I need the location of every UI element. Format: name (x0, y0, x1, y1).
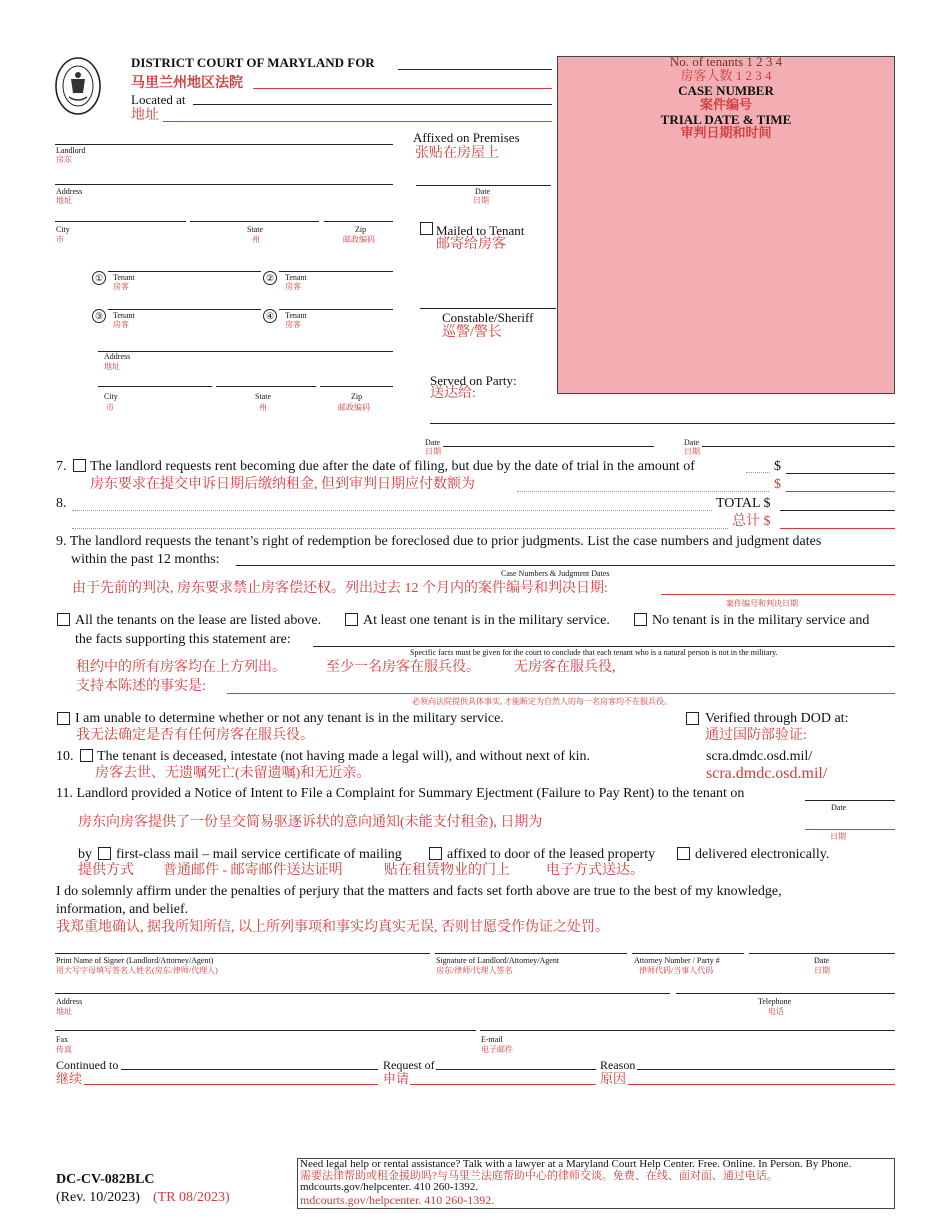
item-8-number: 8. (56, 496, 67, 511)
constable-line[interactable] (420, 308, 556, 309)
tenant-2-label: Tenant (285, 273, 307, 282)
unable-determine-label: I am unable to determine whether or not any tenant is in the military service. (75, 711, 504, 726)
continued-to-line-zh[interactable] (84, 1084, 378, 1085)
signature-label-zh: 房东/律师/代理人签名 (436, 966, 513, 975)
signature-label: Signature of Landlord/Attorney/Agent (436, 956, 560, 965)
print-name-label-zh: 用大写字母填写签名人姓名(房东/律师/代理人) (56, 966, 218, 975)
mailed-checkbox[interactable] (420, 222, 433, 235)
tenant-military-checkbox[interactable] (345, 613, 358, 626)
item-9-caption-zh: 案件编号和判决日期 (726, 599, 798, 608)
dod-verified-label: Verified through DOD at: (705, 711, 849, 726)
reason-label: Reason (600, 1058, 636, 1072)
telephone-label: Telephone (758, 997, 792, 1006)
item-7-amount-line-zh[interactable] (786, 491, 895, 492)
affixed-door-label: affixed to door of the leased property (447, 847, 656, 862)
located-at-label-zh: 地址 (131, 108, 159, 123)
electronic-label-zh: 电子方式送达。 (546, 863, 644, 878)
state-line[interactable] (190, 221, 319, 222)
military-facts-caption: Specific facts must be given for the court to conclude that each tenant who is a natural person is not in the military. (410, 648, 778, 657)
item-10-text: The tenant is deceased, intestate (not having made a legal will), and without next of kin. (97, 749, 590, 764)
email-label: E-mail (481, 1035, 503, 1044)
signer-address-line[interactable] (55, 993, 670, 994)
item-11-text-zh: 房东向房客提供了一份呈交简易驱逐诉状的意向通知(未能支付租金), 日期为 (78, 815, 543, 830)
tenant-count-label-zh: 房客人数 1 2 3 4 (680, 68, 772, 83)
tenant-address-label: Address (104, 352, 131, 361)
tenant-zip-line[interactable] (320, 386, 393, 387)
constable-label: Constable/Sheriff (442, 310, 534, 325)
tenant-state-label-zh: 州 (259, 403, 267, 412)
tenant-4-label-zh: 房客 (285, 320, 301, 329)
case-number-label-zh: 案件编号 (699, 97, 752, 112)
address-line[interactable] (55, 184, 393, 185)
item-9-caption: Case Numbers & Judgment Dates (501, 569, 610, 578)
landlord-line[interactable] (55, 144, 393, 145)
item-10-checkbox[interactable] (80, 749, 93, 762)
tenant-4-number: ④ (263, 309, 277, 323)
military-facts-label-zh: 支持本陈述的事实是: (76, 679, 206, 694)
telephone-line[interactable] (676, 993, 895, 994)
total-amount-line-zh[interactable] (780, 528, 895, 529)
affixed-label: Affixed on Premises (413, 130, 520, 145)
attorney-number-line[interactable] (632, 953, 744, 954)
item-7-dollar: $ (774, 459, 781, 474)
served-date-1-line[interactable] (443, 446, 654, 447)
affixed-date-line[interactable] (416, 185, 551, 186)
item-9-text: 9. The landlord requests the tenant’s right of redemption be foreclosed due to prior judgments. List the case numbers and judgment dates (56, 534, 822, 549)
total-amount-line[interactable] (780, 510, 895, 511)
dod-url-zh[interactable]: scra.dmdc.osd.mil/ (706, 765, 828, 782)
total-label-zh: 总计 $ (732, 514, 771, 529)
tenant-city-label: City (104, 392, 118, 401)
print-name-label: Print Name of Signer (Landlord/Attorney/Agent) (56, 956, 214, 965)
tenant-1-label-zh: 房客 (113, 282, 129, 291)
method-by-label: by (78, 847, 92, 862)
request-of-line[interactable] (436, 1069, 596, 1070)
court-title-zh: 马里兰州地区法院 (131, 76, 243, 91)
tenant-city-line[interactable] (98, 386, 212, 387)
address-label: Address (56, 187, 83, 196)
mailed-label: Mailed to Tenant (436, 223, 525, 238)
signer-address-label-zh: 地址 (56, 1007, 72, 1016)
first-class-checkbox[interactable] (98, 847, 111, 860)
unable-determine-checkbox[interactable] (57, 712, 70, 725)
affixed-date-label-zh: 日期 (473, 196, 489, 205)
served-date-1-label-zh: 日期 (425, 447, 441, 456)
form-id: DC-CV-082BLC (56, 1172, 155, 1187)
no-tenant-military-label: No tenant is in the military service and (652, 613, 870, 628)
fax-line[interactable] (55, 1030, 476, 1031)
court-seal-icon (55, 57, 101, 115)
email-label-zh: 电子邮件 (481, 1045, 513, 1054)
first-class-label-zh: 普通邮件 - 邮寄邮件送达证明 (163, 863, 343, 878)
help-center-link[interactable]: mdcourts.gov/helpcenter. 410 260-1392. (300, 1181, 479, 1193)
signer-date-line[interactable] (749, 953, 895, 954)
served-party-line[interactable] (430, 423, 895, 424)
item-10-number: 10. (56, 749, 74, 764)
dod-url[interactable]: scra.dmdc.osd.mil/ (706, 749, 813, 764)
all-tenants-listed-label-zh: 租约中的所有房客均在上方列出。 (76, 660, 286, 675)
item-7-text: The landlord requests rent becoming due after the date of filing, but due by the date of trial in the amount of (90, 459, 695, 474)
no-tenant-military-label-zh: 无房客在服兵役, (514, 660, 616, 675)
military-facts-label: the facts supporting this statement are: (75, 632, 291, 647)
tenant-1-line[interactable] (108, 271, 261, 272)
attorney-number-label: Attorney Number / Party # (634, 956, 720, 965)
request-of-label: Request of (383, 1058, 435, 1072)
landlord-label: Landlord (56, 146, 86, 155)
item-9-line[interactable] (236, 565, 895, 566)
item-9-text-zh: 由于先前的判决, 房东要求禁止房客偿还权。列出过去 12 个月内的案件编号和判决日期: (72, 581, 608, 596)
tenant-zip-label: Zip (351, 392, 363, 401)
zip-label-zh: 邮政编码 (343, 235, 375, 244)
located-at-label: Located at (131, 92, 186, 107)
trial-date-label-zh: 审判日期和时间 (680, 125, 772, 140)
served-label: Served on Party: (430, 373, 517, 388)
served-label-zh: 送达给: (430, 386, 476, 401)
method-label-zh: 提供方式 (78, 863, 134, 878)
court-seal (55, 57, 101, 115)
landlord-label-zh: 房东 (56, 155, 72, 164)
fax-label-zh: 传真 (56, 1045, 72, 1054)
court-title: DISTRICT COURT OF MARYLAND FOR (131, 55, 375, 70)
item-11-date-line-zh[interactable] (805, 829, 895, 830)
continued-to-label: Continued to (56, 1058, 119, 1072)
help-center-text: Need legal help or rental assistance? Talk with a lawyer at a Maryland Court Help Center. Free. Online. In Person. By Phone. (300, 1158, 852, 1170)
affixed-date-label: Date (475, 187, 491, 196)
reason-line[interactable] (637, 1069, 895, 1070)
email-line[interactable] (480, 1030, 895, 1031)
address-label-zh: 地址 (56, 196, 72, 205)
city-label: City (56, 225, 70, 234)
request-of-line-zh[interactable] (410, 1084, 596, 1085)
city-label-zh: 市 (56, 235, 64, 244)
item-10-text-zh: 房客去世、无遗嘱死亡(未留遗嘱)和无近亲。 (95, 766, 371, 781)
state-label-zh: 州 (252, 235, 260, 244)
request-of-label-zh: 申请 (383, 1071, 410, 1086)
constable-label-zh: 巡警/警长 (442, 325, 502, 340)
tenant-state-line[interactable] (216, 386, 316, 387)
city-line[interactable] (55, 221, 186, 222)
zip-label: Zip (355, 225, 367, 234)
served-date-2-label-zh: 日期 (684, 447, 700, 456)
unable-determine-label-zh: 我无法确定是否有任何房客在服兵役。 (76, 728, 314, 743)
mailed-label-zh: 邮寄给房客 (436, 237, 506, 252)
tenant-2-label-zh: 房客 (285, 282, 301, 291)
tenant-3-label: Tenant (113, 311, 135, 320)
served-date-1-label: Date (425, 438, 441, 447)
item-7-number: 7. (56, 459, 67, 474)
affirmation-text: I do solemnly affirm under the penalties of perjury that the matters and facts set forth above are true to the best of my knowledge, (56, 884, 782, 899)
signer-address-label: Address (56, 997, 83, 1006)
form-revision: (Rev. 10/2023) (56, 1190, 140, 1205)
continued-to-line[interactable] (121, 1069, 378, 1070)
reason-label-zh: 原因 (600, 1071, 627, 1086)
electronic-label: delivered electronically. (695, 847, 830, 862)
affixed-label-zh: 张贴在房屋上 (415, 146, 499, 161)
affixed-door-label-zh: 贴在租赁物业的门上 (384, 863, 510, 878)
all-tenants-listed-label: All the tenants on the lease are listed above. (75, 613, 322, 628)
served-date-2-label: Date (684, 438, 700, 447)
tenant-4-label: Tenant (285, 311, 307, 320)
tenant-military-label: At least one tenant is in the military service. (363, 613, 610, 628)
dod-verified-label-zh: 通过国防部验证: (705, 728, 807, 743)
tenant-military-label-zh: 至少一名房客在服兵役。 (326, 660, 480, 675)
no-tenant-military-checkbox[interactable] (634, 613, 647, 626)
telephone-label-zh: 电话 (768, 1007, 784, 1016)
fax-label: Fax (56, 1035, 68, 1044)
reason-line-zh[interactable] (628, 1084, 895, 1085)
military-facts-caption-zh: 必须向法院提供具体事实, 才能断定为自然人的每一名房客均不在服兵役。 (412, 697, 672, 706)
item-7-amount-line[interactable] (786, 473, 895, 474)
tenant-3-line[interactable] (108, 309, 261, 310)
tenant-1-number: ① (92, 271, 106, 285)
help-center-text-zh: 需要法律帮助或租金援助吗?与马里兰法庭帮助中心的律师交谈。免费、在线、面对面、通过电话。 (300, 1169, 778, 1182)
total-label: TOTAL $ (716, 496, 771, 511)
print-name-line[interactable] (55, 953, 430, 954)
signature-line[interactable] (435, 953, 627, 954)
item-11-text: 11. Landlord provided a Notice of Intent to File a Complaint for Summary Ejectment (Failure to Pay Rent) to the tenant on (56, 786, 745, 801)
item-7-text-zh: 房东要求在提交申诉日期后缴纳租金, 但到审判日期应付数额为 (90, 477, 475, 492)
served-date-2-line[interactable] (702, 446, 895, 447)
tenant-4-line[interactable] (279, 309, 393, 310)
affirmation-text-cont: information, and belief. (56, 902, 189, 917)
military-facts-line[interactable] (313, 646, 895, 647)
state-label: State (247, 225, 263, 234)
item-7-dollar-zh: $ (774, 477, 781, 492)
affirmation-text-zh: 我郑重地确认, 据我所知所信, 以上所列事项和事实均真实无误, 否则甘愿受作伪证之处罚。 (56, 920, 609, 935)
signer-date-label: Date (814, 956, 830, 965)
continued-to-label-zh: 继续 (56, 1071, 83, 1086)
item-11-date-label: Date (831, 803, 847, 812)
form-translation-revision: (TR 08/2023) (153, 1190, 230, 1205)
tenant-2-line[interactable] (279, 271, 393, 272)
affixed-door-checkbox[interactable] (429, 847, 442, 860)
first-class-label: first-class mail – mail service certificate of mailing (116, 847, 402, 862)
item-9-line-zh[interactable] (661, 594, 895, 595)
dod-verified-checkbox[interactable] (686, 712, 699, 725)
tenant-3-number: ③ (92, 309, 106, 323)
tenant-address-line[interactable] (98, 351, 393, 352)
item-7-checkbox[interactable] (73, 459, 86, 472)
zip-line[interactable] (324, 221, 393, 222)
help-center-box (297, 1158, 895, 1209)
help-center-link-zh[interactable]: mdcourts.gov/helpcenter. 410 260-1392. (300, 1192, 495, 1207)
case-number-label: CASE NUMBER (678, 83, 774, 98)
all-tenants-listed-checkbox[interactable] (57, 613, 70, 626)
electronic-checkbox[interactable] (677, 847, 690, 860)
tenant-1-label: Tenant (113, 273, 135, 282)
tenant-state-label: State (255, 392, 271, 401)
signer-date-label-zh: 日期 (814, 966, 830, 975)
trial-date-label: TRIAL DATE & TIME (660, 112, 792, 127)
tenant-3-label-zh: 房客 (113, 320, 129, 329)
case-info-box (557, 56, 895, 394)
military-facts-line-zh[interactable] (227, 693, 895, 694)
item-11-date-label-zh: 日期 (830, 832, 846, 841)
tenant-2-number: ② (263, 271, 277, 285)
tenant-count-label: No. of tenants 1 2 3 4 (669, 54, 783, 69)
tenant-zip-label-zh: 邮政编码 (338, 403, 370, 412)
tenant-city-label-zh: 市 (106, 403, 114, 412)
tenant-address-label-zh: 地址 (104, 362, 120, 371)
item-11-date-line[interactable] (805, 800, 895, 801)
attorney-number-label-zh: 律师代码/当事人代码 (639, 966, 714, 975)
item-9-text-cont: within the past 12 months: (71, 552, 220, 567)
